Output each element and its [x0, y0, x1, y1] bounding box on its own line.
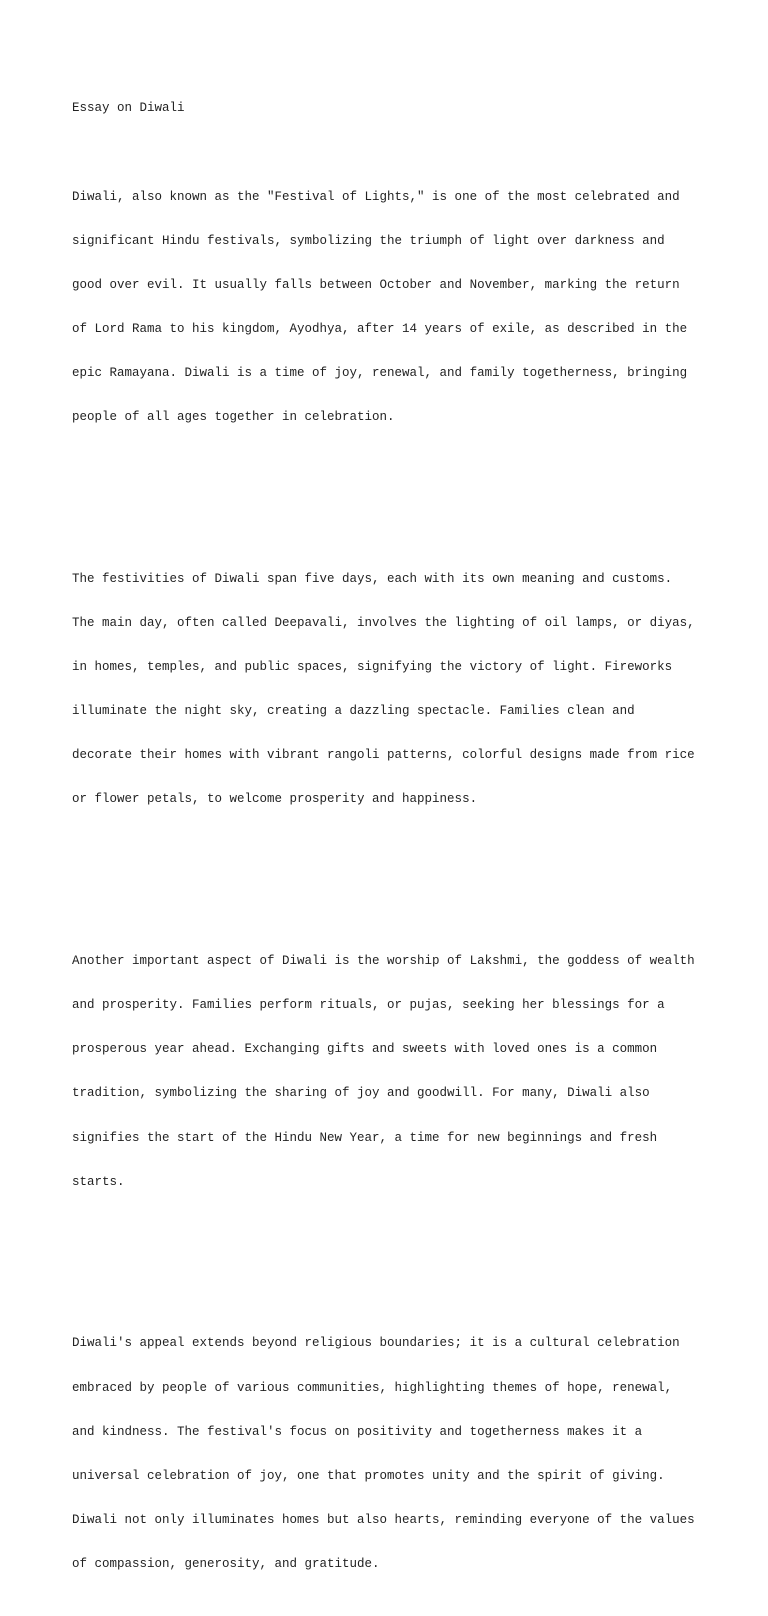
paragraph-line: and prosperity. Families perform rituals, or pujas, seeking her blessings for a — [72, 998, 665, 1013]
paragraph-line: of compassion, generosity, and gratitude. — [72, 1556, 380, 1571]
paragraph-3 — [72, 925, 712, 1219]
paragraph-line: tradition, symbolizing the sharing of joy and goodwill. For many, Diwali also — [72, 1086, 650, 1101]
paragraph-gap — [72, 866, 712, 881]
paragraph-line: universal celebration of joy, one that promotes unity and the spirit of giving. — [72, 1468, 665, 1483]
paragraph-line: decorate their homes with vibrant rangoli patterns, colorful designs made from rice — [72, 748, 695, 763]
paragraph-line: embraced by people of various communities, highlighting themes of hope, renewal, — [72, 1380, 673, 1395]
paragraph-4 — [72, 1307, 712, 1601]
paragraph-2 — [72, 542, 712, 836]
paragraph-line: of Lord Rama to his kingdom, Ayodhya, after 14 years of exile, as described in the — [72, 321, 688, 336]
paragraph-line: starts. — [72, 1174, 125, 1189]
paragraph-line: Diwali's appeal extends beyond religious boundaries; it is a cultural celebration — [72, 1336, 680, 1351]
paragraph-line: The main day, often called Deepavali, involves the lighting of oil lamps, or diyas, — [72, 616, 695, 630]
paragraph-line: and kindness. The festival's focus on positivity and togetherness makes it a — [72, 1424, 643, 1439]
paragraph-line: in homes, temples, and public spaces, signifying the victory of light. Fireworks — [72, 660, 673, 675]
paragraph-line: significant Hindu festivals, symbolizing the triumph of light over darkness and — [72, 233, 665, 248]
paragraph-line: people of all ages together in celebration. — [72, 410, 395, 425]
document-page — [72, 72, 712, 1616]
paragraph-line: The festivities of Diwali span five days, each with its own meaning and customs. — [72, 571, 673, 586]
paragraph-line: prosperous year ahead. Exchanging gifts and sweets with loved ones is a common — [72, 1042, 658, 1057]
paragraph-gap — [72, 484, 712, 499]
paragraph-line: Diwali, also known as the "Festival of Lights," is one of the most celebrated and — [72, 189, 680, 204]
paragraph-gap — [72, 1248, 712, 1263]
paragraph-line: good over evil. It usually falls between October and November, marking the return — [72, 277, 680, 292]
paragraph-line: epic Ramayana. Diwali is a time of joy, renewal, and family togetherness, bringing — [72, 366, 688, 381]
paragraph-line: signifies the start of the Hindu New Year, a time for new beginnings and fresh — [72, 1130, 658, 1145]
paragraph-line: or flower petals, to welcome prosperity and happiness. — [72, 792, 478, 807]
document-title: Essay on Diwali — [72, 101, 185, 116]
paragraph-line: Another important aspect of Diwali is the worship of Lakshmi, the goddess of wealth — [72, 954, 695, 969]
paragraph-1 — [72, 160, 712, 454]
paragraph-line: illuminate the night sky, creating a dazzling spectacle. Families clean and — [72, 704, 635, 719]
paragraph-line: Diwali not only illuminates homes but also hearts, reminding everyone of the values — [72, 1512, 695, 1527]
